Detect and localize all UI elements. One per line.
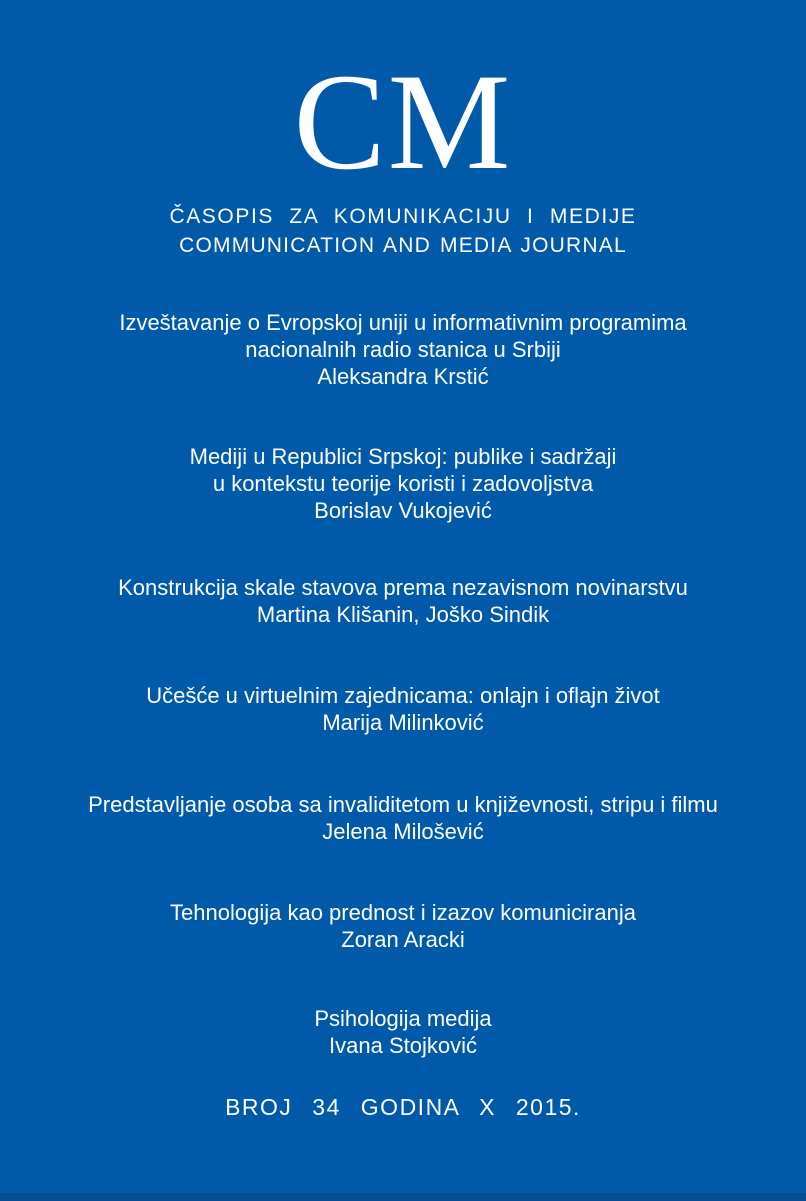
article-entry bbox=[0, 309, 806, 390]
article-author: Zoran Aracki bbox=[341, 927, 465, 952]
cover-bottom-edge bbox=[0, 1193, 806, 1201]
article-author: Jelena Milošević bbox=[322, 819, 484, 844]
article-title-line: Tehnologija kao prednost i izazov komuniciranja bbox=[170, 900, 636, 925]
article-entry bbox=[0, 682, 806, 736]
article-title-line: Konstrukcija skale stavova prema nezavisnom novinarstvu bbox=[118, 575, 688, 600]
article-author: Borislav Vukojević bbox=[314, 498, 492, 523]
journal-subtitle-serbian: ČASOPIS ZA KOMUNIKACIJU I MEDIJE bbox=[169, 205, 637, 228]
article-author: Marija Milinković bbox=[322, 710, 484, 735]
article-title-line: nacionalnih radio stanica u Srbiji bbox=[245, 337, 561, 362]
article-entry bbox=[0, 899, 806, 953]
article-title-line: u kontekstu teorije koristi i zadovoljstva bbox=[212, 471, 594, 496]
issue-imprint: BROJ 34 GODINA X 2015. bbox=[225, 1094, 581, 1120]
article-entry bbox=[0, 1005, 806, 1059]
journal-logo: CM bbox=[293, 45, 513, 198]
article-entry bbox=[0, 791, 806, 845]
article-title-line: Psihologija medija bbox=[314, 1006, 492, 1031]
article-entry bbox=[0, 443, 806, 524]
article-title-line: Predstavljanje osoba sa invaliditetom u književnosti, stripu i filmu bbox=[88, 792, 718, 817]
article-title-line: Izveštavanje o Evropskoj uniji u informativnim programima bbox=[119, 310, 687, 335]
article-author: Aleksandra Krstić bbox=[317, 364, 489, 389]
article-title-line: Mediji u Republici Srpskoj: publike i sadržaji bbox=[189, 444, 617, 469]
article-author: Martina Klišanin, Joško Sindik bbox=[256, 602, 550, 627]
article-author: Ivana Stojković bbox=[329, 1033, 477, 1058]
journal-subtitle-english: COMMUNICATION AND MEDIA JOURNAL bbox=[179, 234, 627, 257]
article-title-line: Učešće u virtuelnim zajednicama: onlajn i oflajn život bbox=[146, 683, 660, 708]
article-entry bbox=[0, 574, 806, 628]
